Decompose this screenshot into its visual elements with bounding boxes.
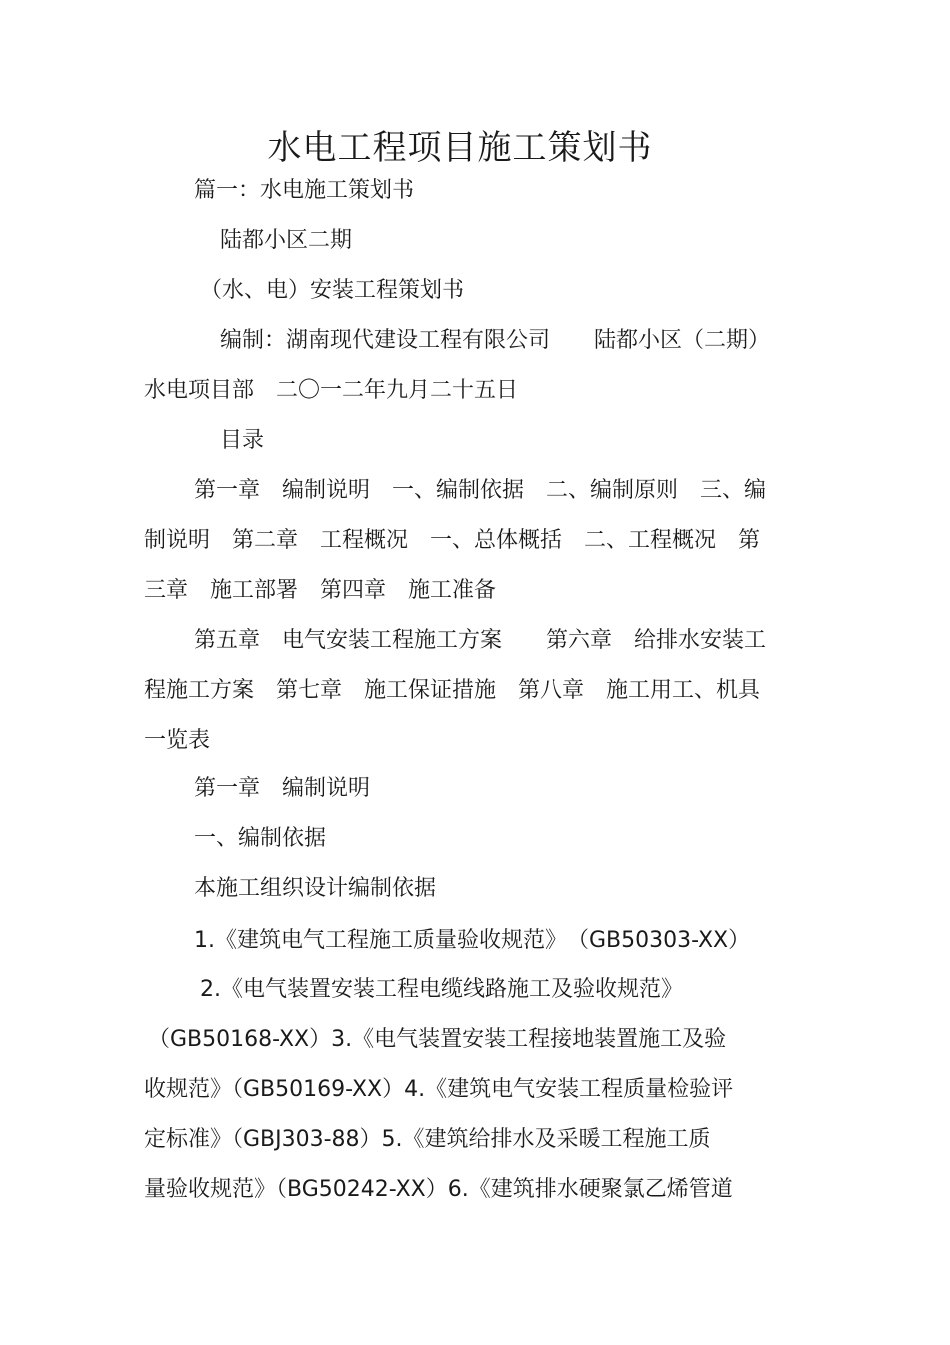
plan-name-line: （水、电）安装工程策划书 bbox=[200, 278, 465, 303]
section-heading: 第一章 编制说明 bbox=[194, 776, 371, 801]
compiler-line: 编制：湖南现代建设工程有限公司 陆都小区（二期） bbox=[220, 328, 771, 353]
toc-line: 制说明 第二章 工程概况 一、总体概括 二、工程概况 第 bbox=[144, 528, 761, 553]
toc-line: 第五章 电气安装工程施工方案 第六章 给排水安装工 bbox=[194, 628, 767, 653]
reference-item: 量验收规范》（BG50242-XX）6.《建筑排水硬聚氯乙烯管道 bbox=[144, 1177, 733, 1202]
toc-heading: 目录 bbox=[220, 428, 265, 453]
reference-item: 1.《建筑电气工程施工质量验收规范》 （GB50303-XX） bbox=[194, 928, 751, 953]
reference-item: 2.《电气装置安装工程电缆线路施工及验收规范》 bbox=[200, 977, 683, 1002]
reference-item: 定标准》（GBJ303-88）5.《建筑给排水及采暖工程施工质 bbox=[144, 1127, 711, 1152]
date-line: 水电项目部 二〇一二年九月二十五日 bbox=[144, 378, 519, 403]
subsection-heading: 一、编制依据 bbox=[194, 826, 327, 851]
toc-line: 三章 施工部署 第四章 施工准备 bbox=[144, 578, 497, 603]
reference-item: 收规范》（GB50169-XX）4.《建筑电气安装工程质量检验评 bbox=[144, 1077, 734, 1102]
body-paragraph: 本施工组织设计编制依据 bbox=[194, 876, 437, 901]
toc-line: 一览表 bbox=[144, 728, 211, 753]
toc-line: 第一章 编制说明 一、编制依据 二、编制原则 三、编 bbox=[194, 478, 767, 503]
toc-line: 程施工方案 第七章 施工保证措施 第八章 施工用工、机具 bbox=[144, 678, 761, 703]
chapter-heading-line: 篇一：水电施工策划书 bbox=[194, 178, 415, 203]
document-title: 水电工程项目施工策划书 bbox=[267, 128, 653, 168]
project-name-line: 陆都小区二期 bbox=[220, 228, 353, 253]
reference-item: （GB50168-XX）3.《电气装置安装工程接地装置施工及验 bbox=[148, 1027, 727, 1052]
